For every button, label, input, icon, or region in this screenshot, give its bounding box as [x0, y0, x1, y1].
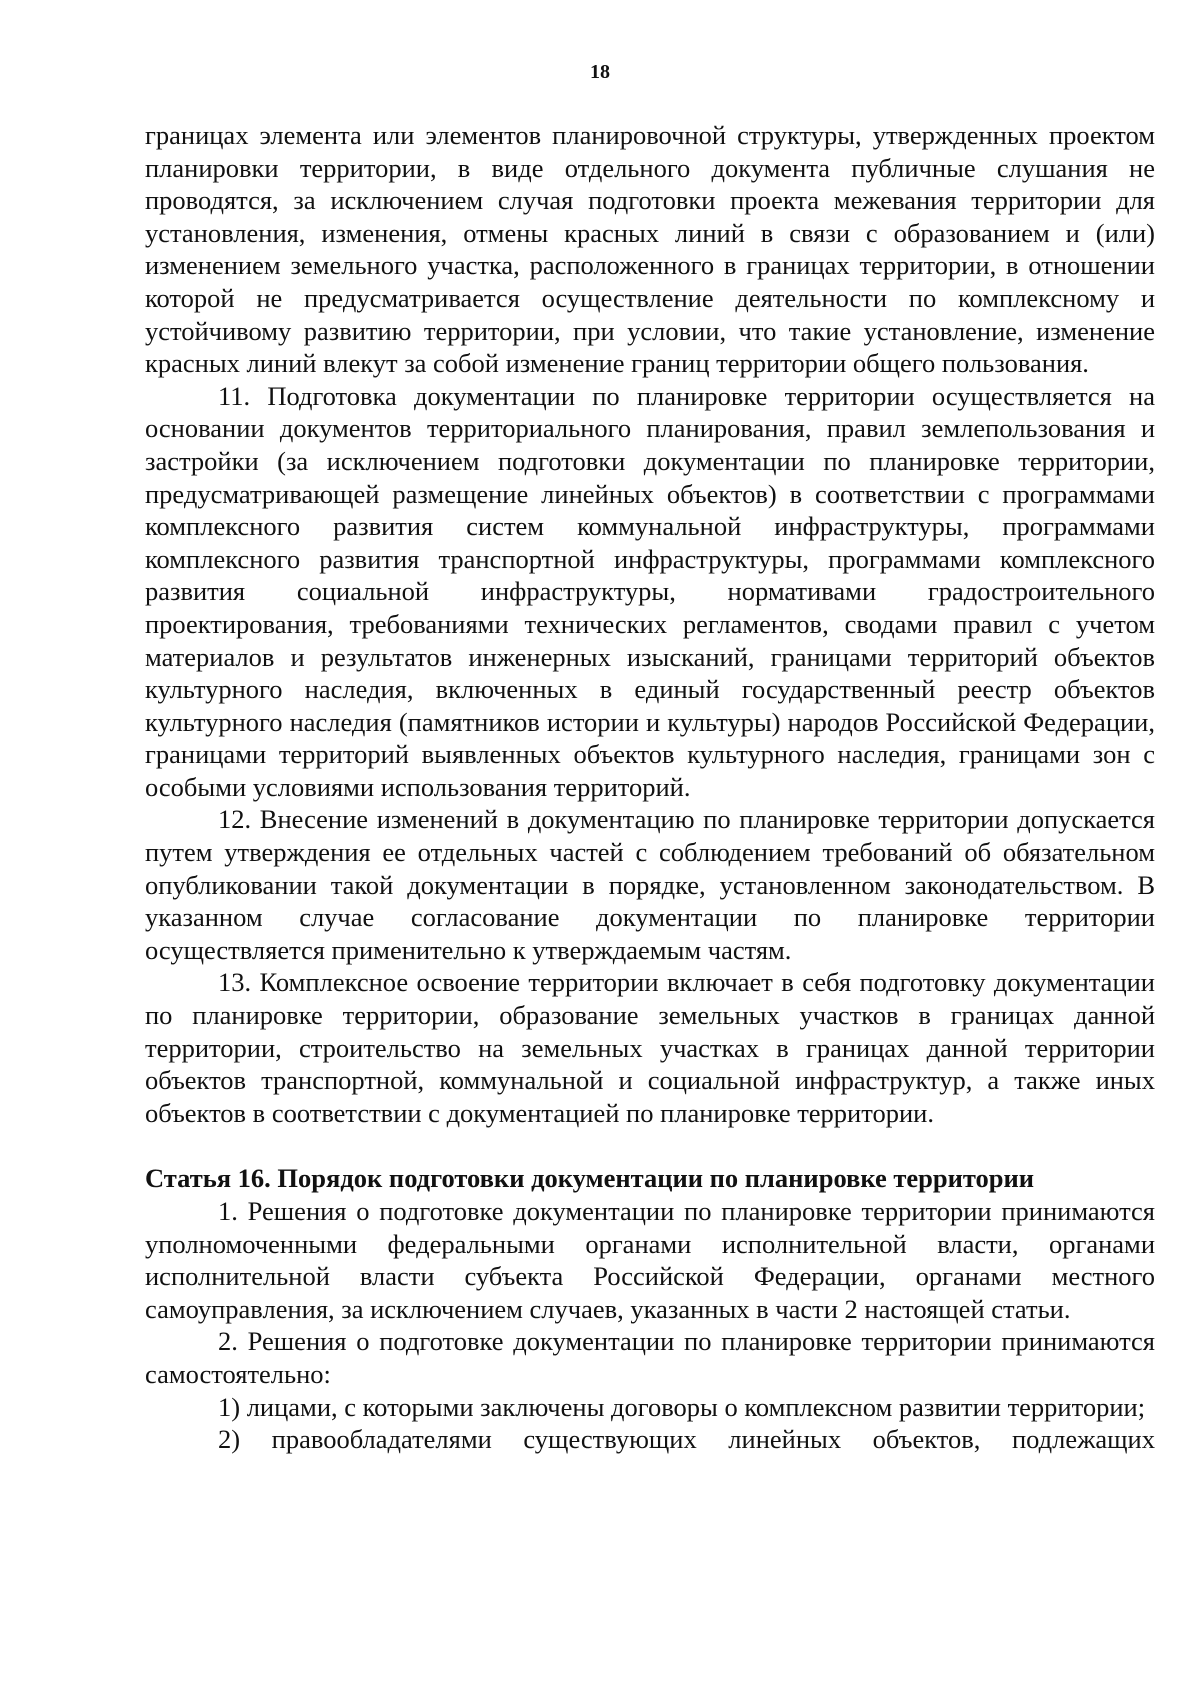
article-16-list-item-2: 2) правообладателями существующих линейных объектов, подлежащих: [218, 1424, 1155, 1455]
article-16-paragraph-2: 2. Решения о подготовке документации по планировке территории принимаются самостоятельно:: [145, 1326, 1155, 1389]
paragraph-continuation: границах элемента или элементов планировочной структуры, утвержденных проектом планировки территории, в виде отдельного документа публичные слушания не проводятся, за исключением случая подготовки проекта межевания территории для установления, изменения, отмены красных линий в связи с образованием и (или) изменением земельного участка, расположенного в границах территории, в отношении которой не предусматривается осуществление деятельности по комплексному и устойчивому развитию территории, при условии, что такие установление, изменение красных линий влекут за собой изменение границ территории общего пользования.: [145, 120, 1155, 379]
paragraph-12: 12. Внесение изменений в документацию по планировке территории допускается путем утверждения ее отдельных частей с соблюдением требований об обязательном опубликовании такой документации в порядке, установленном законодательством. В указанном случае согласование документации по планировке территории осуществляется применительно к утверждаемым частям.: [145, 804, 1155, 965]
document-body: [145, 119, 1155, 1456]
article-16-title: Статья 16. Порядок подготовки документации по планировке территории: [145, 1163, 1035, 1194]
article-16-list-item-1: 1) лицами, с которыми заключены договоры о комплексном развитии территории;: [218, 1391, 1146, 1422]
paragraph-11: 11. Подготовка документации по планировке территории осуществляется на основании документов территориального планирования, правил землепользования и застройки (за исключением подготовки документации по планировке территории, предусматривающей размещение линейных объектов) в соответствии с программами комплексного развития систем коммунальной инфраструктуры, программами комплексного развития транспортной инфраструктуры, программами комплексного развития социальной инфраструктуры, нормативами градостроительного проектирования, требованиями технических регламентов, сводами правил с учетом материалов и результатов инженерных изысканий, границами территорий объектов культурного наследия, включенных в единый государственный реестр объектов культурного наследия (памятников истории и культуры) народов Российской Федерации, границами территорий выявленных объектов культурного наследия, границами зон с особыми условиями использования территорий.: [145, 380, 1155, 802]
paragraph-13: 13. Комплексное освоение территории включает в себя подготовку документации по планировке территории, образование земельных участков в границах данной территории, строительство на земельных участках в границах данной территории объектов транспортной, коммунальной и социальной инфраструктур, а также иных объектов в соответствии с документацией по планировке территории.: [145, 967, 1155, 1128]
article-16-paragraph-1: 1. Решения о подготовке документации по планировке территории принимаются уполномоченными федеральными органами исполнительной власти, органами исполнительной власти субъекта Российской Федерации, органами местного самоуправления, за исключением случаев, указанных в части 2 настоящей статьи.: [145, 1196, 1155, 1324]
page-number: 18: [590, 61, 610, 83]
